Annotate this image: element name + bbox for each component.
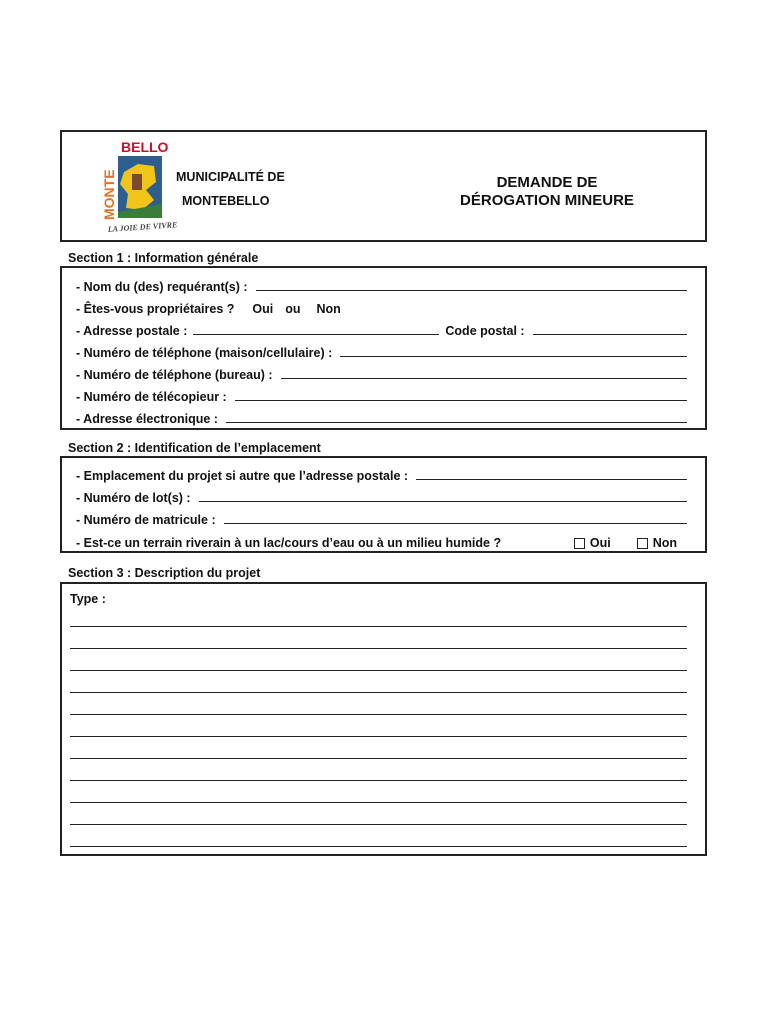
svg-text:LA JOIE DE VIVRE: LA JOIE DE VIVRE — [107, 220, 178, 234]
courriel-row: - Adresse électronique : — [76, 404, 687, 426]
description-line[interactable] — [70, 846, 687, 847]
riverain-no-checkbox[interactable] — [637, 538, 648, 549]
riverain-yes-checkbox[interactable] — [574, 538, 585, 549]
montebello-logo — [98, 138, 178, 234]
description-line[interactable] — [70, 692, 687, 693]
description-line[interactable] — [70, 802, 687, 803]
riverain-no-label: Non — [652, 536, 677, 550]
adresse-row: - Adresse postale : Code postal : — [76, 316, 687, 338]
svg-text:BELLO: BELLO — [121, 139, 169, 155]
section1-box — [60, 266, 707, 430]
description-line[interactable] — [70, 780, 687, 781]
section2-heading: Section 2 : Identification de l’emplacement — [68, 441, 321, 455]
lot-row: - Numéro de lot(s) : — [76, 483, 687, 505]
tel-maison-row: - Numéro de téléphone (maison/cellulaire) : — [76, 338, 687, 360]
description-line[interactable] — [70, 824, 687, 825]
description-line[interactable] — [70, 648, 687, 649]
tel-maison-field[interactable] — [340, 355, 687, 357]
section3-heading: Section 3 : Description du projet — [68, 566, 261, 580]
form-header — [60, 130, 707, 242]
requerant-row: - Nom du (des) requérant(s) : — [76, 272, 687, 294]
section1-heading: Section 1 : Information générale — [68, 251, 259, 265]
municipality-name: MONTEBELLO — [182, 194, 270, 208]
form-title — [412, 174, 682, 210]
description-line[interactable] — [70, 714, 687, 715]
type-label: Type : — [70, 592, 106, 606]
matricule-row: - Numéro de matricule : — [76, 505, 687, 527]
lot-field[interactable] — [199, 500, 687, 502]
riverain-row: - Est-ce un terrain riverain à un lac/cours d’eau ou à un milieu humide ? Oui Non — [76, 536, 677, 550]
description-line[interactable] — [70, 626, 687, 627]
description-line[interactable] — [70, 758, 687, 759]
owner-or-text: ou — [285, 302, 301, 316]
description-line[interactable] — [70, 670, 687, 671]
section3-box — [60, 582, 707, 856]
courriel-field[interactable] — [226, 421, 687, 423]
owner-yes-option[interactable]: Oui — [252, 302, 274, 316]
municipality-label: MUNICIPALITÉ DE — [176, 170, 285, 184]
requerant-field[interactable] — [256, 289, 687, 291]
postal-code-field[interactable] — [533, 333, 687, 335]
telecopieur-field[interactable] — [235, 399, 687, 401]
adresse-field[interactable] — [193, 333, 439, 335]
form-title-line2: DÉROGATION MINEURE — [460, 192, 634, 209]
proprietaire-row: - Êtes-vous propriétaires ? Oui ou Non — [76, 302, 341, 316]
emplacement-row: - Emplacement du projet si autre que l’adresse postale : — [76, 461, 687, 483]
tel-bureau-field[interactable] — [281, 377, 687, 379]
tel-bureau-row: - Numéro de téléphone (bureau) : — [76, 360, 687, 382]
description-line[interactable] — [70, 736, 687, 737]
emplacement-field[interactable] — [416, 478, 687, 480]
owner-no-option[interactable]: Non — [316, 302, 341, 316]
matricule-field[interactable] — [224, 522, 687, 524]
svg-text:MONTE: MONTE — [101, 169, 117, 220]
riverain-yes-label: Oui — [589, 536, 611, 550]
telecopieur-row: - Numéro de télécopieur : — [76, 382, 687, 404]
section2-box — [60, 456, 707, 553]
postal-code-label: Code postal : — [445, 324, 525, 338]
form-title-line1: DEMANDE DE — [496, 174, 598, 191]
